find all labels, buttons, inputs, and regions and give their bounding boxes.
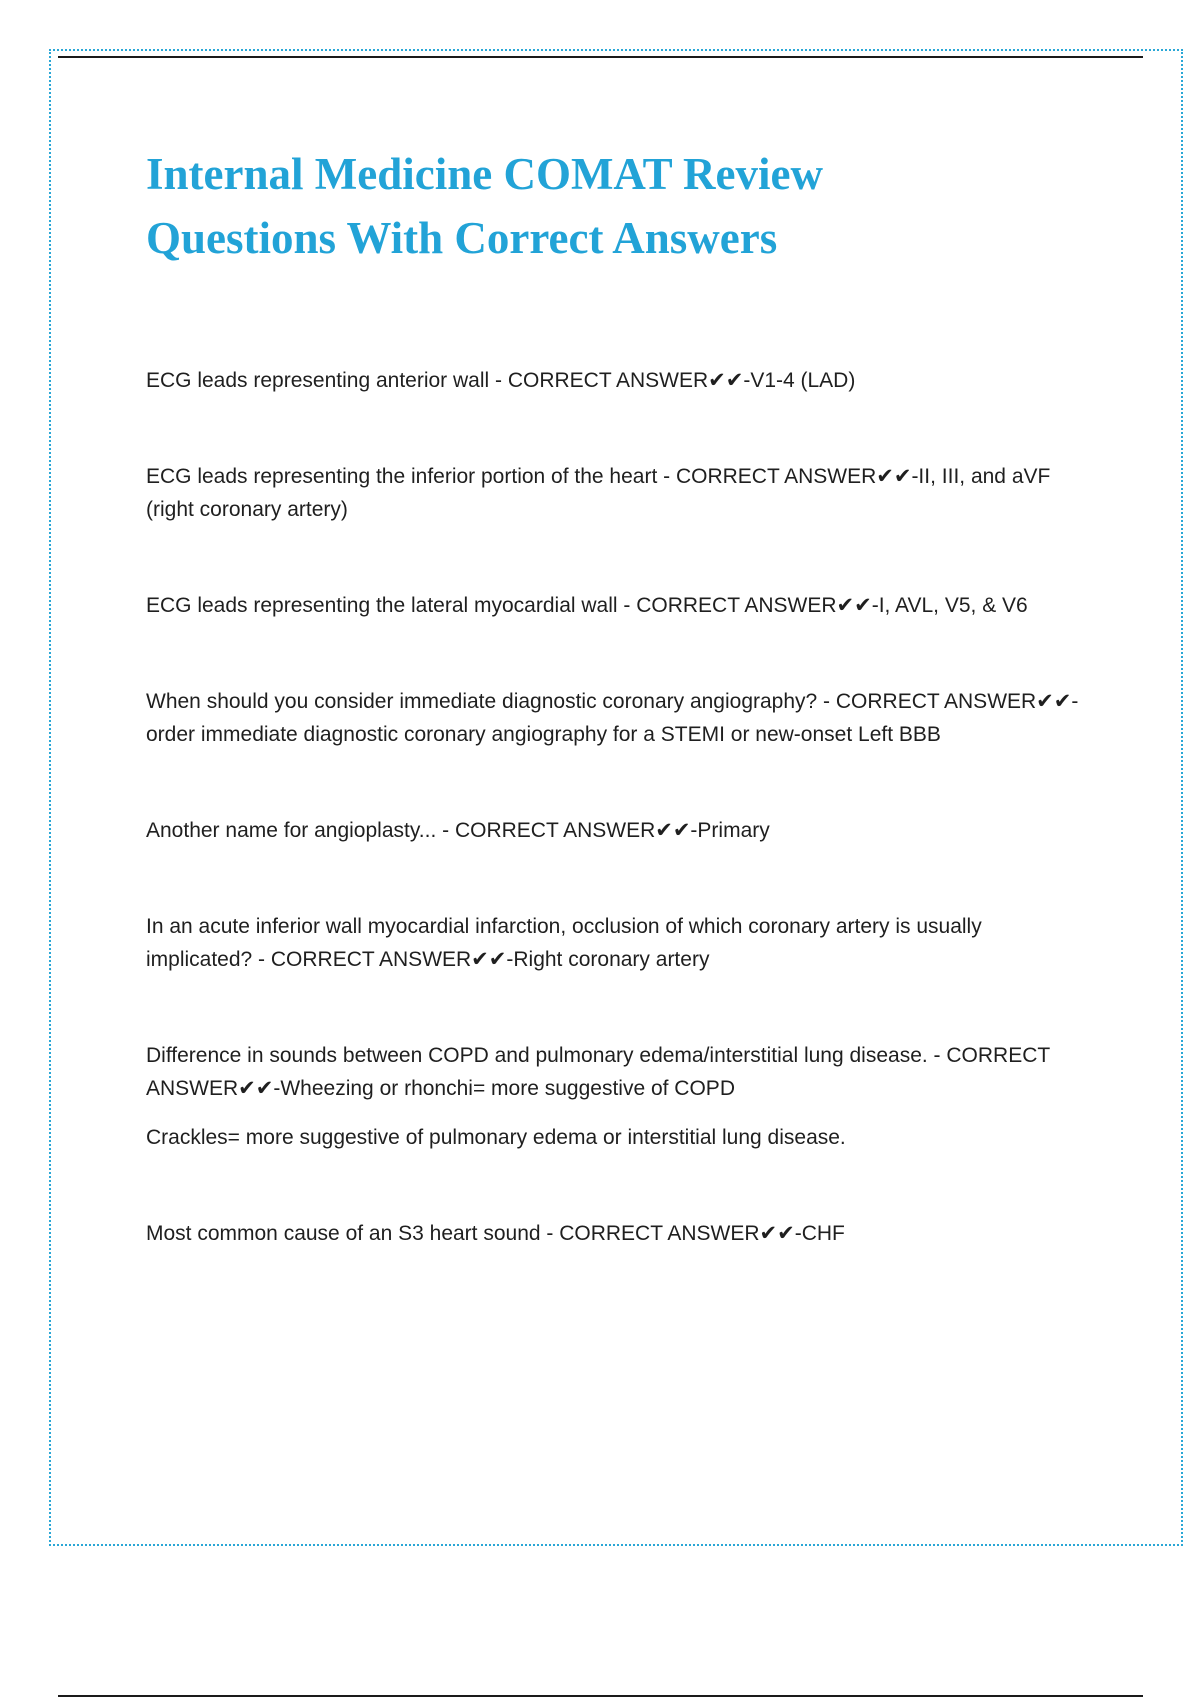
qa-item (146, 1039, 1086, 1154)
qa-item (146, 814, 1086, 847)
qa-note: Crackles= more suggestive of pulmonary edema or interstitial lung disease. (146, 1126, 846, 1149)
qa-text: ECG leads representing the inferior portion of the heart - CORRECT ANSWER✔✔-II, III, and aVF (right coronary artery) (146, 465, 1051, 521)
qa-item (146, 589, 1086, 622)
qa-text: When should you consider immediate diagnostic coronary angiography? - CORRECT ANSWER✔✔-order immediate diagnostic coronary angiography for a STEMI or new-onset Left BBB (146, 690, 1079, 746)
document-body (146, 142, 1086, 1313)
qa-item (146, 460, 1086, 526)
qa-item (146, 685, 1086, 751)
bottom-divider (58, 1695, 1143, 1697)
document-title: Internal Medicine COMAT Review Questions With Correct Answers (146, 149, 823, 263)
qa-list (146, 364, 1086, 1250)
qa-item (146, 1217, 1086, 1250)
qa-text: Most common cause of an S3 heart sound - CORRECT ANSWER✔✔-CHF (146, 1222, 845, 1245)
qa-item (146, 364, 1086, 397)
qa-text: ECG leads representing anterior wall - CORRECT ANSWER✔✔-V1-4 (LAD) (146, 369, 856, 392)
qa-item (146, 910, 1086, 976)
qa-text: In an acute inferior wall myocardial infarction, occlusion of which coronary artery is usually implicated? - CORRECT ANSWER✔✔-Right coronary artery (146, 915, 982, 971)
qa-text: ECG leads representing the lateral myocardial wall - CORRECT ANSWER✔✔-I, AVL, V5, & V6 (146, 594, 1028, 617)
qa-text: Another name for angioplasty... - CORRECT ANSWER✔✔-Primary (146, 819, 770, 842)
top-divider (58, 56, 1143, 58)
qa-text: Difference in sounds between COPD and pulmonary edema/interstitial lung disease. - CORRECT ANSWER✔✔-Wheezing or rhonchi= more suggestive of COPD (146, 1044, 1050, 1100)
